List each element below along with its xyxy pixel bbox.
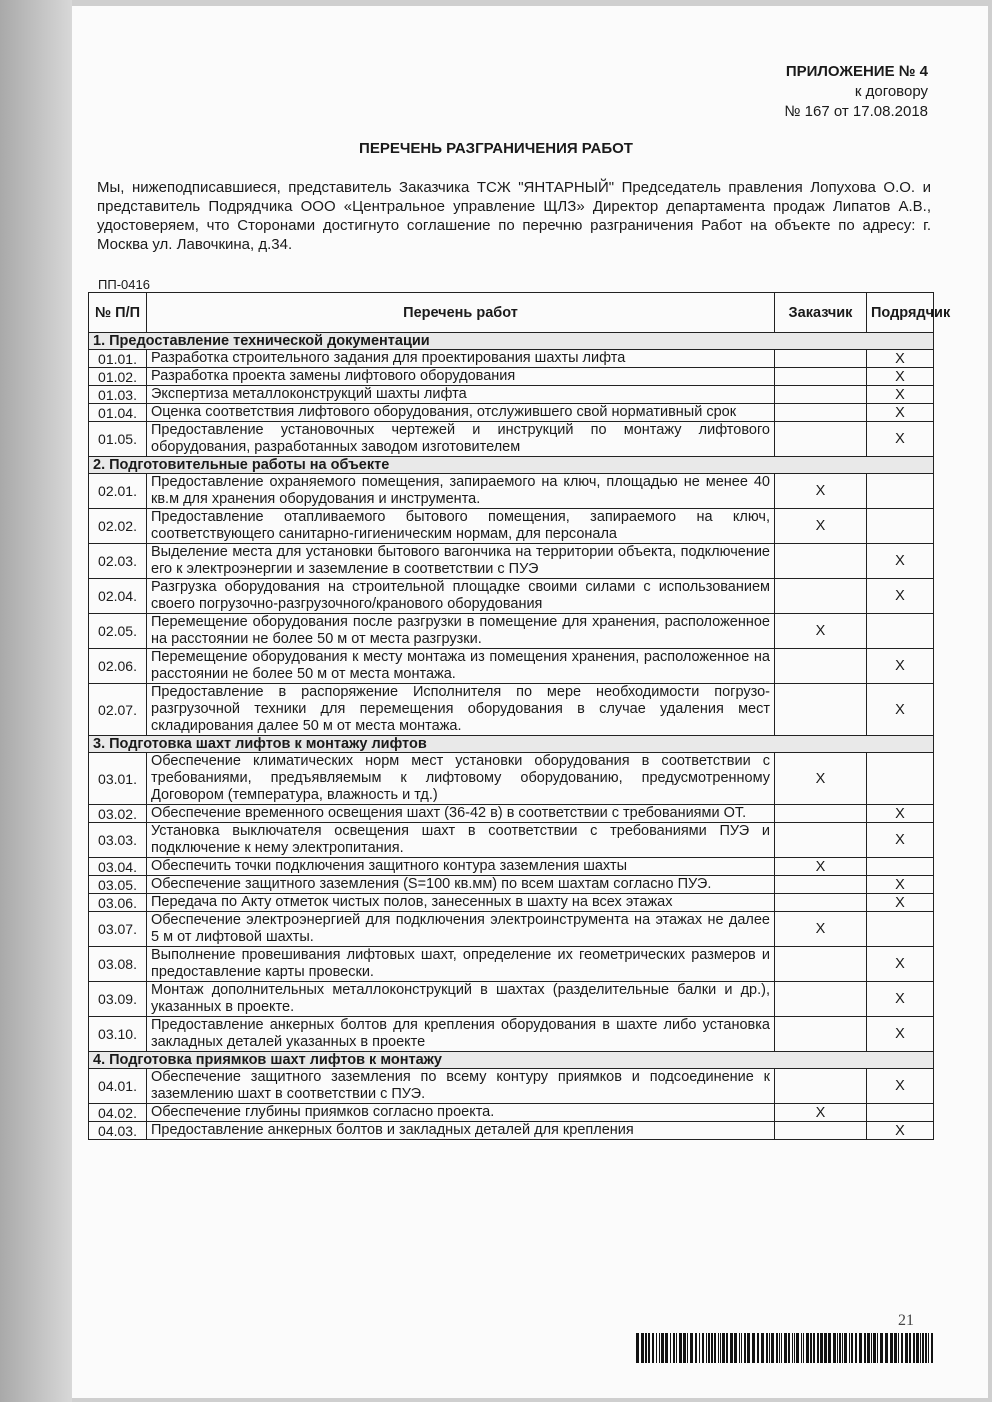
row-number: 02.05. <box>89 614 147 649</box>
table-row <box>89 823 934 858</box>
barcode-bar <box>687 1333 688 1363</box>
row-customer-mark <box>775 947 867 982</box>
section-title: 4. Подготовка приямков шахт лифтов к монтажу <box>89 1052 934 1069</box>
row-work-name: Обеспечение глубины приямков согласно проекта. <box>147 1104 775 1122</box>
row-customer-mark <box>775 684 867 736</box>
table-row <box>89 368 934 386</box>
works-table <box>88 292 951 1140</box>
row-work-name: Установка выключателя освещения шахт в соответствии с требованиями ПУЭ и подключение к нему электропитания. <box>147 823 775 858</box>
barcode-bar <box>837 1333 838 1363</box>
scan-shadow <box>0 0 72 1402</box>
barcode-bar <box>864 1333 866 1363</box>
row-number: 03.01. <box>89 753 147 805</box>
row-customer-mark <box>775 368 867 386</box>
barcode-bar <box>781 1333 782 1363</box>
row-customer-mark: X <box>775 858 867 876</box>
barcode-bar <box>722 1333 725 1363</box>
works-table-body <box>89 333 934 1140</box>
appendix-title: ПРИЛОЖЕНИЕ № 4 <box>785 63 928 80</box>
row-customer-mark <box>775 1069 867 1104</box>
row-number: 03.06. <box>89 894 147 912</box>
row-work-name: Перемещение оборудования к месту монтажа из помещения хранения, расположенное на расстоянии не более 50 м от места монтажа. <box>147 649 775 684</box>
row-contractor-mark: X <box>867 1069 934 1104</box>
row-contractor-mark <box>867 858 934 876</box>
barcode-bar <box>920 1333 921 1363</box>
row-contractor-mark: X <box>867 823 934 858</box>
row-number: 04.01. <box>89 1069 147 1104</box>
row-contractor-mark: X <box>867 350 934 368</box>
barcode-bar <box>784 1333 787 1363</box>
row-contractor-mark: X <box>867 579 934 614</box>
table-row <box>89 386 934 404</box>
row-number: 02.03. <box>89 544 147 579</box>
row-number: 04.03. <box>89 1122 147 1140</box>
row-contractor-mark: X <box>867 982 934 1017</box>
barcode-bar <box>867 1333 870 1363</box>
row-work-name: Перемещение оборудования после разгрузки в помещение для хранения, расположенное на расстоянии не более 50 м от места разгрузки. <box>147 614 775 649</box>
row-work-name: Обеспечить точки подключения защитного контура заземления шахты <box>147 858 775 876</box>
row-customer-mark: X <box>775 912 867 947</box>
row-number: 03.03. <box>89 823 147 858</box>
table-row <box>89 753 934 805</box>
table-row <box>89 1104 934 1122</box>
row-contractor-mark: X <box>867 544 934 579</box>
row-work-name: Предоставление анкерных болтов и закладных деталей для крепления <box>147 1122 775 1140</box>
row-customer-mark <box>775 805 867 823</box>
section-title: 2. Подготовительные работы на объекте <box>89 457 934 474</box>
barcode-bar <box>771 1333 774 1363</box>
barcode-bar <box>788 1333 790 1363</box>
barcode-bar <box>801 1333 802 1363</box>
row-contractor-mark: X <box>867 894 934 912</box>
barcode-bar <box>730 1333 733 1363</box>
barcode-bar <box>708 1333 710 1363</box>
row-customer-mark: X <box>775 474 867 509</box>
section-row <box>89 1052 934 1069</box>
barcode-bar <box>894 1333 897 1363</box>
barcode-bar <box>714 1333 716 1363</box>
barcode-bar <box>806 1333 809 1363</box>
barcode-bar <box>720 1333 721 1363</box>
table-row <box>89 350 934 368</box>
barcode-bar <box>901 1333 903 1363</box>
barcode-bar <box>636 1333 639 1363</box>
barcode-bar <box>744 1333 746 1363</box>
barcode-bar <box>925 1333 927 1363</box>
barcode-bar <box>833 1333 836 1363</box>
barcode-bar <box>851 1333 853 1363</box>
barcode-bar <box>873 1333 876 1363</box>
barcode-bar <box>794 1333 795 1363</box>
barcode-bar <box>645 1333 647 1363</box>
table-row <box>89 474 934 509</box>
barcode-bar <box>766 1333 768 1363</box>
row-customer-mark <box>775 982 867 1017</box>
barcode-bar <box>652 1333 654 1363</box>
row-customer-mark <box>775 1122 867 1140</box>
row-number: 02.06. <box>89 649 147 684</box>
row-contractor-mark: X <box>867 422 934 457</box>
row-customer-mark <box>775 823 867 858</box>
row-work-name: Обеспечение защитного заземления (S=100 кв.мм) по всем шахтам согласно ПУЭ. <box>147 876 775 894</box>
barcode-bar <box>726 1333 728 1363</box>
row-number: 01.04. <box>89 404 147 422</box>
row-work-name: Обеспечение климатических норм мест установки оборудования в соответствии с требованиями, предъявляемым к лифтовому оборудованию, предусмотренному Договором (температура, влажность и тд.) <box>147 753 775 805</box>
row-work-name: Монтаж дополнительных металлоконструкций в шахтах (разделительные балки и др.), указанных в проекте. <box>147 982 775 1017</box>
row-work-name: Разработка проекта замены лифтового оборудования <box>147 368 775 386</box>
row-work-name: Предоставление установочных чертежей и инструкций по монтажу лифтового оборудования, разработанных заводом изготовителем <box>147 422 775 457</box>
row-work-name: Предоставление анкерных болтов для крепления оборудования в шахте либо установка закладных деталей указанных в проекте <box>147 1017 775 1052</box>
row-number: 02.02. <box>89 509 147 544</box>
row-work-name: Выделение места для установки бытового вагончика на территории объекта, подключение его к электроэнергии и заземление в соответствии с ПУЭ <box>147 544 775 579</box>
barcode-bar <box>922 1333 924 1363</box>
barcode-bar <box>871 1333 872 1363</box>
header-name: Перечень работ <box>147 293 775 333</box>
row-contractor-mark <box>867 474 934 509</box>
row-work-name: Разгрузка оборудования на строительной площадке своими силами с использованием своего погрузочно-разгрузочного/кранового оборудования <box>147 579 775 614</box>
row-contractor-mark: X <box>867 876 934 894</box>
barcode-bar <box>699 1333 700 1363</box>
barcode-bar <box>859 1333 862 1363</box>
row-contractor-mark: X <box>867 947 934 982</box>
row-customer-mark <box>775 579 867 614</box>
row-contractor-mark: X <box>867 368 934 386</box>
row-contractor-mark: X <box>867 404 934 422</box>
row-number: 03.08. <box>89 947 147 982</box>
row-contractor-mark: X <box>867 1017 934 1052</box>
row-customer-mark <box>775 404 867 422</box>
document-title: ПЕРЕЧЕНЬ РАЗГРАНИЧЕНИЯ РАБОТ <box>359 140 633 157</box>
row-number: 01.05. <box>89 422 147 457</box>
barcode-bar <box>813 1333 815 1363</box>
section-title: 1. Предоставление технической документации <box>89 333 934 350</box>
table-row <box>89 1017 934 1052</box>
barcode-bar <box>769 1333 770 1363</box>
row-number: 03.04. <box>89 858 147 876</box>
barcode-bar <box>734 1333 737 1363</box>
barcode <box>636 1333 936 1363</box>
section-row <box>89 333 934 350</box>
barcode-bar <box>913 1333 915 1363</box>
barcode-bar <box>839 1333 841 1363</box>
barcode-bar <box>796 1333 799 1363</box>
row-work-name: Обеспечение защитного заземления по всему контуру приямков и подсоединение к заземлению шахт в соответствии с ПУЭ. <box>147 1069 775 1104</box>
table-row <box>89 579 934 614</box>
row-number: 03.10. <box>89 1017 147 1052</box>
row-contractor-mark: X <box>867 805 934 823</box>
table-row <box>89 858 934 876</box>
barcode-bar <box>776 1333 778 1363</box>
barcode-bar <box>880 1333 883 1363</box>
table-row <box>89 649 934 684</box>
barcode-bar <box>761 1333 764 1363</box>
barcode-bar <box>885 1333 888 1363</box>
barcode-bar <box>842 1333 843 1363</box>
table-row <box>89 544 934 579</box>
row-contractor-mark: X <box>867 386 934 404</box>
barcode-bar <box>747 1333 750 1363</box>
row-number: 03.07. <box>89 912 147 947</box>
row-number: 01.03. <box>89 386 147 404</box>
barcode-bar <box>661 1333 664 1363</box>
section-title: 3. Подготовка шахт лифтов к монтажу лифтов <box>89 736 934 753</box>
appendix-contract-number: № 167 от 17.08.2018 <box>784 103 928 120</box>
barcode-bar <box>706 1333 707 1363</box>
table-row <box>89 805 934 823</box>
row-customer-mark: X <box>775 753 867 805</box>
barcode-bar <box>752 1333 755 1363</box>
row-contractor-mark: X <box>867 649 934 684</box>
barcode-bar <box>702 1333 704 1363</box>
row-number: 02.07. <box>89 684 147 736</box>
barcode-bar <box>844 1333 847 1363</box>
barcode-bar <box>909 1333 911 1363</box>
header-num: № П/П <box>89 293 147 333</box>
header-contractor: Подрядчик <box>867 293 934 333</box>
barcode-bar <box>656 1333 657 1363</box>
section-row <box>89 736 934 753</box>
row-work-name: Оценка соответствия лифтового оборудования, отслужившего свой нормативный срок <box>147 404 775 422</box>
barcode-bar <box>877 1333 878 1363</box>
barcode-bar <box>931 1333 933 1363</box>
barcode-bar <box>890 1333 893 1363</box>
barcode-bar <box>779 1333 780 1363</box>
row-customer-mark <box>775 876 867 894</box>
barcode-bar <box>905 1333 908 1363</box>
barcode-bar <box>665 1333 668 1363</box>
row-work-name: Выполнение провешивания лифтовых шахт, определение их геометрических размеров и предоставление карты провески. <box>147 947 775 982</box>
row-work-name: Предоставление охраняемого помещения, запираемого на ключ, площадью не менее 40 кв.м для хранения оборудования и инструмента. <box>147 474 775 509</box>
barcode-bar <box>679 1333 682 1363</box>
barcode-bar <box>673 1333 675 1363</box>
barcode-bar <box>659 1333 660 1363</box>
row-work-name: Передача по Акту отметок чистых полов, занесенных в шахту на всех этажах <box>147 894 775 912</box>
barcode-bar <box>739 1333 740 1363</box>
row-customer-mark <box>775 350 867 368</box>
table-row <box>89 912 934 947</box>
table-row <box>89 422 934 457</box>
barcode-bar <box>641 1333 644 1363</box>
row-contractor-mark: X <box>867 1122 934 1140</box>
row-customer-mark <box>775 1017 867 1052</box>
table-row <box>89 684 934 736</box>
barcode-bar <box>690 1333 693 1363</box>
row-work-name: Предоставление в распоряжение Исполнителя по мере необходимости погрузо-разгрузочной техники для перемещения оборудования в случае удаления мест складирования далее 50 м от места монтажа. <box>147 684 775 736</box>
row-contractor-mark <box>867 912 934 947</box>
row-number: 01.02. <box>89 368 147 386</box>
row-contractor-mark <box>867 509 934 544</box>
row-contractor-mark <box>867 753 934 805</box>
row-work-name: Обеспечение электроэнергией для подключения электроинструмента на этажах не далее 5 м от лифтовой шахты. <box>147 912 775 947</box>
barcode-bar <box>828 1333 831 1363</box>
barcode-bar <box>817 1333 819 1363</box>
appendix-block <box>784 62 928 122</box>
page-number: 21 <box>898 1312 914 1329</box>
row-customer-mark <box>775 894 867 912</box>
row-number: 03.05. <box>89 876 147 894</box>
section-row <box>89 457 934 474</box>
barcode-bar <box>741 1333 742 1363</box>
table-row <box>89 876 934 894</box>
row-work-name: Экспертиза металлоконструкций шахты лифта <box>147 386 775 404</box>
table-row <box>89 509 934 544</box>
table-row <box>89 1069 934 1104</box>
row-number: 03.02. <box>89 805 147 823</box>
row-number: 04.02. <box>89 1104 147 1122</box>
barcode-bar <box>695 1333 697 1363</box>
table-row <box>89 982 934 1017</box>
intro-paragraph: Мы, нижеподписавшиеся, представитель Заказчика ТСЖ "ЯНТАРНЫЙ" Председатель правления Лопухова О.О. и представитель Подрядчика ООО «Центральное управление ЩЛЗ» Директор департамента продаж Липатов А.В., удостоверяем, что Сторонами достигнуто соглашение по перечню разграничения Работ на объекте по адресу: г. Москва ул. Лавочкина, д.34. <box>97 179 931 253</box>
barcode-bar <box>824 1333 827 1363</box>
table-row <box>89 947 934 982</box>
document-code: ПП-0416 <box>98 277 150 292</box>
row-number: 02.01. <box>89 474 147 509</box>
barcode-bar <box>757 1333 759 1363</box>
barcode-bar <box>898 1333 899 1363</box>
table-row <box>89 1122 934 1140</box>
barcode-bar <box>711 1333 713 1363</box>
row-contractor-mark <box>867 1104 934 1122</box>
barcode-bar <box>683 1333 686 1363</box>
row-customer-mark <box>775 544 867 579</box>
table-row <box>89 404 934 422</box>
row-work-name: Обеспечение временного освещения шахт (36-42 в) в соответствии с требованиями ОТ. <box>147 805 775 823</box>
row-number: 03.09. <box>89 982 147 1017</box>
appendix-contract-ref: к договору <box>854 83 928 100</box>
barcode-bar <box>803 1333 804 1363</box>
barcode-bar <box>670 1333 671 1363</box>
barcode-bar <box>928 1333 929 1363</box>
barcode-bar <box>916 1333 919 1363</box>
row-work-name: Разработка строительного задания для проектирования шахты лифта <box>147 350 775 368</box>
barcode-bar <box>820 1333 823 1363</box>
barcode-bar <box>718 1333 719 1363</box>
barcode-bar <box>648 1333 650 1363</box>
row-customer-mark: X <box>775 1104 867 1122</box>
barcode-bar <box>849 1333 850 1363</box>
row-customer-mark: X <box>775 509 867 544</box>
header-customer: Заказчик <box>775 293 867 333</box>
barcode-bar <box>810 1333 812 1363</box>
row-number: 02.04. <box>89 579 147 614</box>
table-row <box>89 614 934 649</box>
barcode-bar <box>855 1333 857 1363</box>
barcode-bar <box>792 1333 793 1363</box>
row-customer-mark <box>775 649 867 684</box>
row-customer-mark: X <box>775 614 867 649</box>
row-contractor-mark: X <box>867 684 934 736</box>
row-customer-mark <box>775 422 867 457</box>
table-row <box>89 894 934 912</box>
row-contractor-mark <box>867 614 934 649</box>
row-work-name: Предоставление отапливаемого бытового помещения, запираемого на ключ, соответствующего санитарно-гигиеническим нормам, для персонала <box>147 509 775 544</box>
barcode-bar <box>676 1333 677 1363</box>
row-customer-mark <box>775 386 867 404</box>
row-number: 01.01. <box>89 350 147 368</box>
